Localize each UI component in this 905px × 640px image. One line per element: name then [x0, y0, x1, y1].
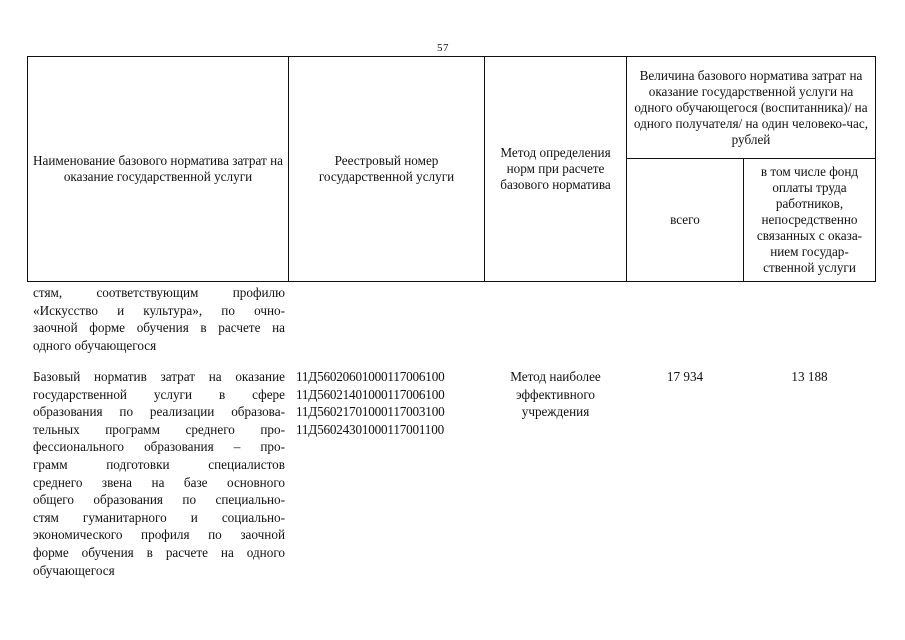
text-line: образования по реализации образова- — [33, 404, 285, 420]
text-line: форме обучения в расчете на одного — [33, 544, 285, 560]
text-line: стям, соответствующим профилю — [33, 285, 285, 300]
row-total-cell: 17 934 — [666, 369, 704, 384]
row-registry-cell — [296, 368, 484, 438]
text-line: общего образования по специально- — [33, 492, 285, 508]
registry-number: 11Д56020601000117006100 — [296, 369, 445, 384]
row-name-cell — [33, 284, 285, 354]
header-including-column: в том числе фонд оплаты труда работников, непосредственно связанных с оказа-нием государ-ственной услуги — [743, 158, 876, 282]
text-line: экономического профиля по заочной — [33, 527, 285, 543]
text-line: фессионального образования – про- — [33, 439, 285, 455]
text-line: среднего звена на базе основного — [33, 474, 285, 490]
registry-number: 11Д56024301000117001100 — [296, 421, 444, 437]
header-method-column: Метод определения норм при расчете базового норматива — [484, 56, 627, 282]
row-method-cell: Метод наиболее эффективного учреждения — [510, 369, 601, 420]
text-line: государственной услуги в сфере — [33, 386, 285, 402]
text-line: тельных программ среднего про- — [33, 421, 285, 437]
header-total-column: всего — [626, 158, 744, 282]
page-number: 57 — [437, 42, 449, 54]
registry-number: 11Д56021701000117003100 — [296, 404, 445, 420]
registry-number: 11Д56021401000117006100 — [296, 386, 445, 402]
header-registry-column: Реестровый номер государственной услуги — [288, 56, 485, 282]
text-line: заочной форме обучения в расчете на — [33, 320, 285, 336]
text-line: «Искусство и культура», по очно- — [33, 302, 285, 318]
header-value-group: Величина базового норматива затрат на оказание государственной услуги на одного обучающегося (воспитанника)/ на одного получателя/ на один человеко-час, рублей — [626, 56, 876, 159]
text-line: стям гуманитарного и социально- — [33, 509, 285, 525]
text-line: обучающегося — [33, 562, 115, 578]
text-line: одного обучающегося — [33, 337, 157, 353]
text-line: грамм подготовки специалистов — [33, 456, 285, 472]
row-including-cell: 13 188 — [791, 369, 828, 384]
text-line: Базовый норматив затрат на оказание — [33, 369, 285, 384]
row-name-cell — [33, 368, 285, 579]
header-name-column: Наименование базового норматива затрат на оказание государственной услуги — [27, 56, 289, 282]
